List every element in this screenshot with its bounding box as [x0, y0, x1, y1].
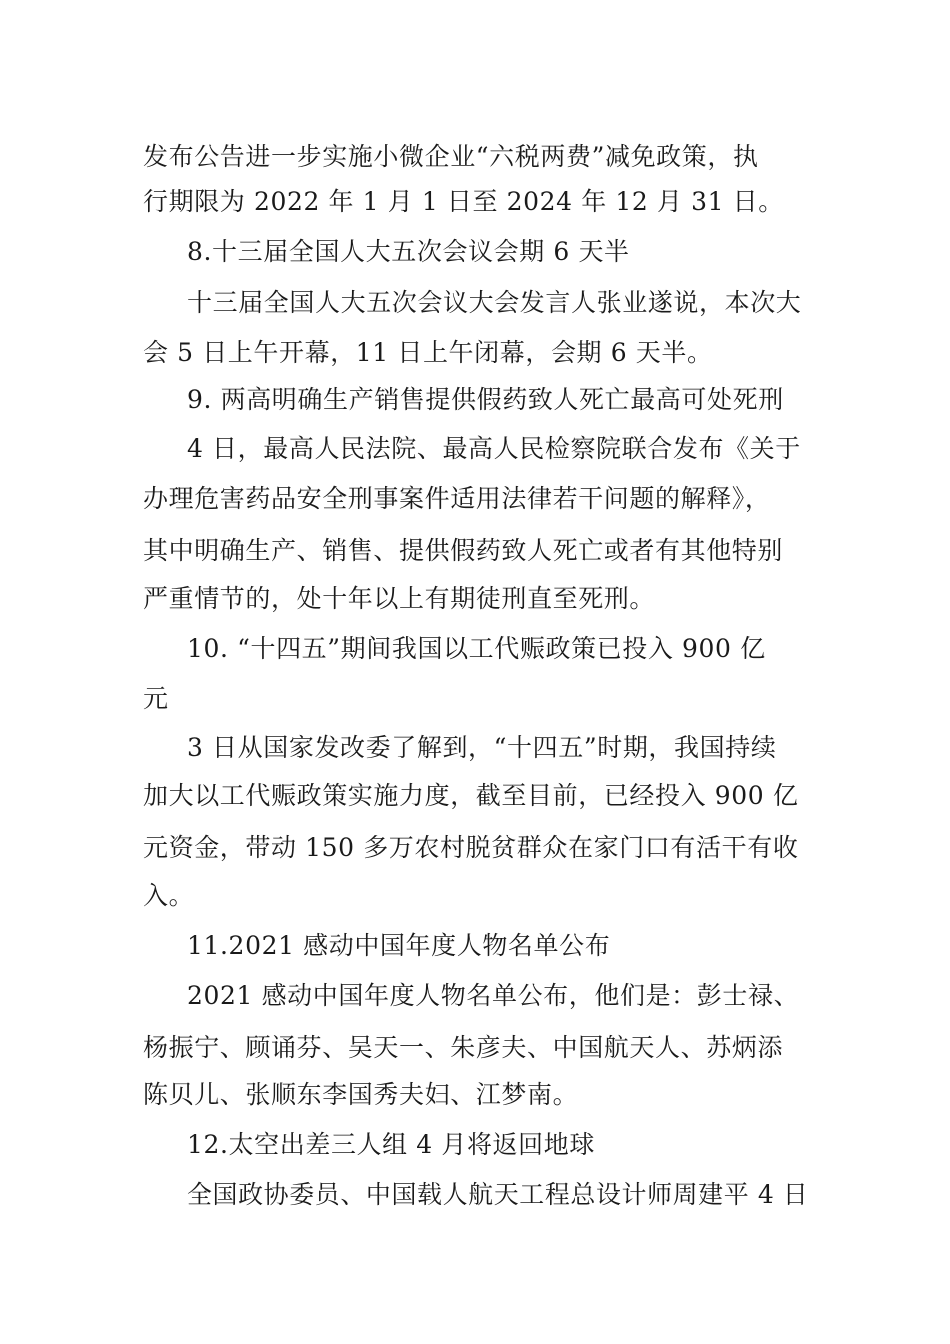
- text-line: 行期限为 2022 年 1 月 1 日至 2024 年 12 月 31 日。: [143, 187, 784, 216]
- text-line: 会 5 日上午开幕，11 日上午闭幕，会期 6 天半。: [143, 338, 713, 367]
- heading-item-12: 12.太空出差三人组 4 月将返回地球: [187, 1130, 595, 1159]
- text-line: 杨振宁、顾诵芬、吴天一、朱彦夫、中国航天人、苏炳添: [143, 1033, 784, 1062]
- text-line: 4 日，最高人民法院、最高人民检察院联合发布《关于: [187, 434, 801, 463]
- text-line: 入。: [143, 881, 195, 910]
- text-line: 其中明确生产、销售、提供假药致人死亡或者有其他特别: [143, 536, 784, 565]
- text-line: 严重情节的，处十年以上有期徒刑直至死刑。: [143, 584, 656, 613]
- text-line: 全国政协委员、中国载人航天工程总设计师周建平 4 日: [187, 1180, 809, 1209]
- text-line: 十三届全国人大五次会议大会发言人张业遂说，本次大: [187, 288, 802, 317]
- heading-item-9: 9. 两高明确生产销售提供假药致人死亡最高可处死刑: [187, 385, 784, 414]
- heading-item-8: 8.十三届全国人大五次会议会期 6 天半: [187, 237, 630, 266]
- text-line: 办理危害药品安全刑事案件适用法律若干问题的解释》，: [143, 484, 771, 513]
- text-line: 发布公告进一步实施小微企业“六税两费”减免政策，执: [143, 142, 759, 171]
- text-line: 陈贝儿、张顺东李国秀夫妇、江梦南。: [143, 1080, 579, 1109]
- heading-item-11: 11.2021 感动中国年度人物名单公布: [187, 931, 611, 960]
- text-line: 元: [143, 684, 169, 713]
- text-line: 元资金，带动 150 多万农村脱贫群众在家门口有活干有收: [143, 833, 799, 862]
- text-line: 加大以工代赈政策实施力度，截至目前，已经投入 900 亿: [143, 781, 799, 810]
- heading-item-10: 10. “十四五”期间我国以工代赈政策已投入 900 亿: [187, 634, 766, 663]
- text-line: 3 日从国家发改委了解到，“十四五”时期，我国持续: [187, 733, 777, 762]
- text-line: 2021 感动中国年度人物名单公布，他们是：彭士禄、: [187, 981, 800, 1010]
